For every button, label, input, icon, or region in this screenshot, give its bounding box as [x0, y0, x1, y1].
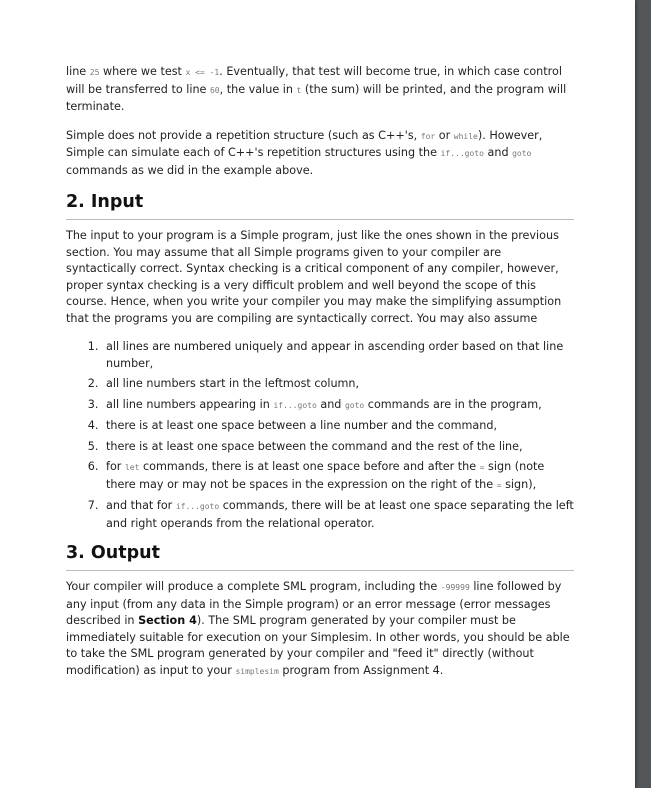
assumptions-list	[66, 339, 574, 532]
intro-paragraph-2: Simple does not provide a repetition structure (such as C++'s, for or while). However, Simple can simulate each of C++'s repetition structures using the if...goto and goto commands as we did in the example above.	[66, 128, 543, 177]
intro-paragraph-1: line 25 where we test x <= -1. Eventually, that test will become true, in which case control will be transferred to line 60, the value in t (the sum) will be printed, and the program will terminate.	[66, 65, 567, 113]
list-item: 3. all line numbers appearing in if...goto and goto commands are in the program,	[102, 397, 574, 415]
list-item: 4. there is at least one space between a line number and the command,	[102, 418, 574, 435]
output-paragraph: Your compiler will produce a complete SML program, including the -99999 line followed by any input (from any data in the Simple program) or an error message (error messages described in Section 4). The SML program generated by your compiler must be immediately suitable for execution on your Simplesim. In other words, you should be able to take the SML program generated by your compiler and "feed it" directly (without modification) as input to your simplesim program from Assignment 4.	[66, 580, 570, 677]
list-item: 5. there is at least one space between the command and the rest of the line,	[102, 439, 574, 456]
list-item: 1. all lines are numbered uniquely and appear in ascending order based on that line number,	[102, 339, 574, 372]
list-item: 7. and that for if...goto commands, there will be at least one space separating the left and right operands from the relational operator.	[102, 498, 574, 532]
input-paragraph: The input to your program is a Simple program, just like the ones shown in the previous section. You may assume that all Simple programs given to your compiler are syntactically correct. Syntax checking is a critical component of any compiler, however, proper syntax checking is a very difficult problem and well beyond the scope of this course. Hence, when you write your compiler you may make the simplifying assumption that the programs you are compiling are syntactically correct. You may also assume	[66, 229, 562, 325]
list-item: 2. all line numbers start in the leftmost column,	[102, 376, 574, 393]
section-4-link[interactable]: Section 4	[138, 614, 197, 627]
output-heading: 3. Output	[66, 542, 574, 571]
input-heading: 2. Input	[66, 191, 574, 220]
document-content	[66, 64, 574, 692]
list-item: 6. for let commands, there is at least one space before and after the = sign (note there may or may not be spaces in the expression on the right of the = sign),	[102, 459, 574, 494]
